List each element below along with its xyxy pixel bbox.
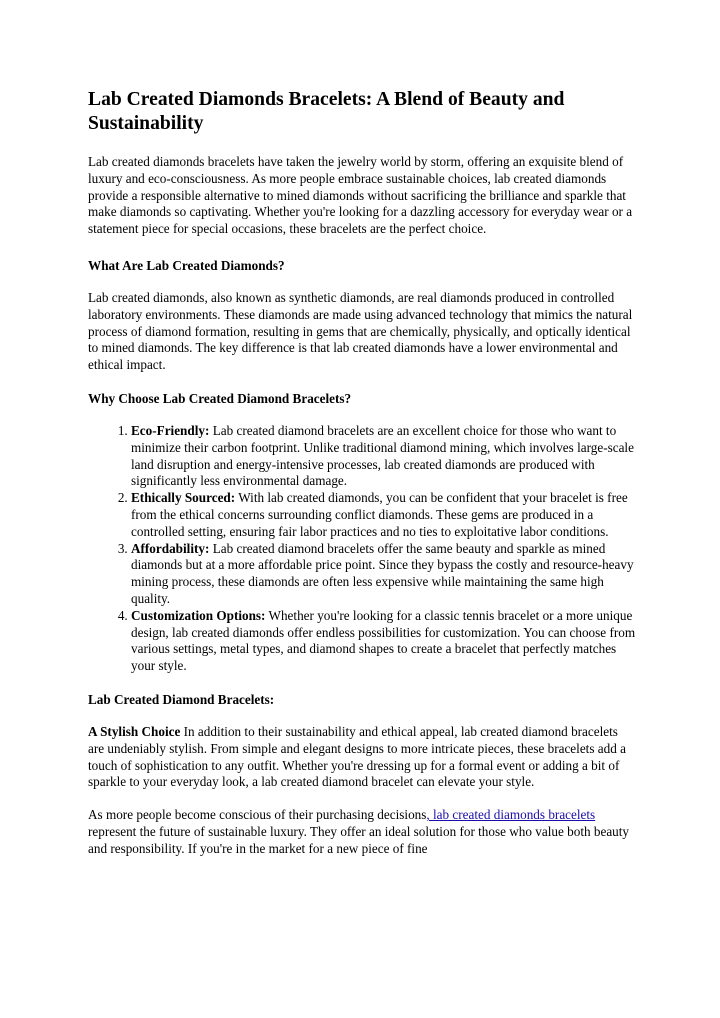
list-item-label: Customization Options: <box>131 607 266 623</box>
closing-paragraph <box>88 807 636 857</box>
list-item <box>131 608 636 675</box>
what-heading: What Are Lab Created Diamonds? <box>88 257 285 273</box>
list-item-label: Affordability: <box>131 540 210 556</box>
document-title: Lab Created Diamonds Bracelets: A Blend of Beauty and Sustainability <box>88 89 565 134</box>
stylish-text: In addition to their sustainability and ethical appeal, lab created diamond bracelets are undeniably stylish. From simple and elegant designs to more intricate pieces, these bracelets add a touch of sophistication to any outfit. Whether you're dressing up for a formal event or adding a bit of sparkle to your everyday look, a lab created diamond bracelet can elevate your style. <box>88 723 626 790</box>
stylish-paragraph <box>88 724 636 791</box>
list-item-label: Ethically Sourced: <box>131 490 236 506</box>
why-heading: Why Choose Lab Created Diamond Bracelets? <box>88 390 352 406</box>
document-body <box>88 88 636 858</box>
stylish-label: A Stylish Choice <box>88 723 181 739</box>
benefits-list <box>88 423 636 675</box>
what-paragraph: Lab created diamonds, also known as synthetic diamonds, are real diamonds produced in controlled laboratory environments. These diamonds are made using advanced technology that mimics the natural process of diamond formation, resulting in gems that are chemically, physically, and optically identical to mined diamonds. The key difference is that lab created diamonds have a lower environmental and ethical impact. <box>88 289 633 373</box>
closing-text-start: As more people become conscious of their purchasing decisions <box>88 807 427 823</box>
lab-diamonds-bracelets-link[interactable]: , lab created diamonds bracelets <box>426 807 596 823</box>
list-item <box>131 490 636 540</box>
list-item-text: Whether you're looking for a classic tennis bracelet or a more unique design, lab created diamonds offer endless possibilities for customization. You can choose from various settings, metal types, and diamond shapes to create a bracelet that perfectly matches your style. <box>131 607 636 674</box>
list-item-label: Eco-Friendly: <box>131 422 210 438</box>
lab-bracelets-heading: Lab Created Diamond Bracelets: <box>88 691 275 707</box>
list-item-text: Lab created diamond bracelets are an excellent choice for those who want to minimize their carbon footprint. Unlike traditional diamond mining, which involves large-scale land disruption and energy-intensive processes, lab created diamonds are produced with significantly less environmental damage. <box>131 422 634 489</box>
list-item <box>131 541 636 608</box>
list-item <box>131 423 636 490</box>
intro-paragraph: Lab created diamonds bracelets have taken the jewelry world by storm, offering an exquisite blend of luxury and eco-consciousness. As more people embrace sustainable choices, lab created diamonds provide a responsible alternative to mined diamonds without sacrificing the brilliance and sparkle that make diamonds so captivating. Whether you're looking for a dazzling accessory for everyday wear or a statement piece for special occasions, these bracelets are the perfect choice. <box>88 154 633 237</box>
list-item-text: Lab created diamond bracelets offer the same beauty and sparkle as mined diamonds but at a more affordable price point. Since they bypass the costly and resource-heavy mining process, these diamonds are often less expensive while maintaining the same high quality. <box>131 540 634 606</box>
closing-text-end: represent the future of sustainable luxury. They offer an ideal solution for those who value both beauty and responsibility. If you're in the market for a new piece of fine <box>88 823 630 856</box>
list-item-text: With lab created diamonds, you can be confident that your bracelet is free from the ethical concerns surrounding conflict diamonds. These gems are produced in a controlled setting, ensuring fair labor practices and no ties to exploitative labor conditions. <box>131 490 628 539</box>
